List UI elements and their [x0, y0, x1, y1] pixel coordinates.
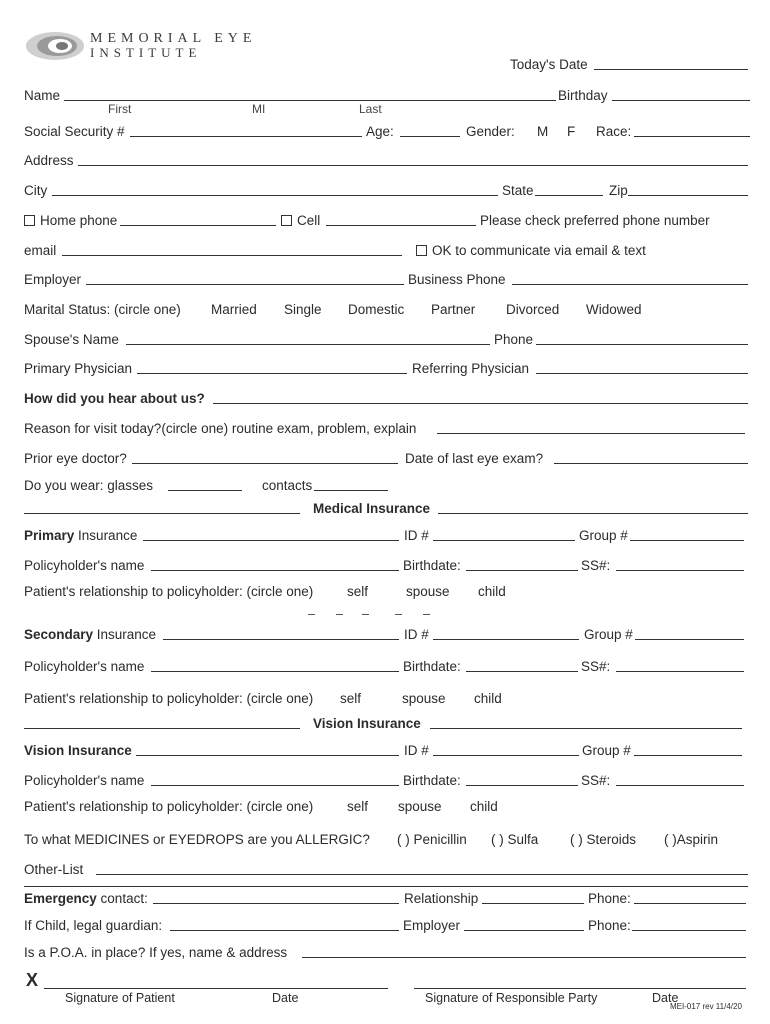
other-list-field-2[interactable]	[24, 886, 748, 887]
secondary-id-field[interactable]	[433, 639, 579, 640]
logo-line1: MEMORIAL EYE	[90, 31, 257, 46]
patient-signature-field[interactable]	[44, 988, 388, 989]
ss2-label: SS#:	[581, 659, 611, 674]
primary-id-label: ID #	[404, 528, 429, 543]
gender-m-option[interactable]: M	[537, 124, 549, 139]
age-field[interactable]	[400, 136, 460, 137]
race-label: Race:	[596, 124, 632, 139]
birthdate3-field[interactable]	[466, 785, 578, 786]
secondary-group-field[interactable]	[635, 639, 744, 640]
birthday-field[interactable]	[612, 100, 750, 101]
first-sublabel: First	[108, 102, 132, 116]
last-exam-field[interactable]	[554, 463, 748, 464]
marital-status-label: Marital Status: (circle one)	[24, 302, 181, 317]
relationship3-spouse[interactable]: spouse	[398, 799, 442, 814]
primary-insurance-field[interactable]	[143, 540, 399, 541]
birthdate1-label: Birthdate:	[403, 558, 461, 573]
secondary-insurance-rest: Insurance	[93, 627, 157, 642]
primary-bold: Primary	[24, 528, 75, 543]
separator-dash	[423, 614, 430, 615]
birthday-label: Birthday	[558, 88, 608, 103]
address-label: Address	[24, 153, 74, 168]
guardian-employer-label: Employer	[403, 918, 461, 933]
primary-physician-label: Primary Physician	[24, 361, 133, 376]
signature-x-mark: X	[26, 970, 39, 990]
guardian-field[interactable]	[170, 930, 399, 931]
separator-dash	[362, 614, 369, 615]
separator-dash	[395, 614, 402, 615]
mi-sublabel: MI	[252, 102, 266, 116]
last-sublabel: Last	[359, 102, 382, 116]
cell-field[interactable]	[326, 225, 476, 226]
primary-insurance-rest: Insurance	[74, 528, 138, 543]
vision-insurance-field[interactable]	[136, 755, 399, 756]
spouse-phone-label: Phone	[494, 332, 534, 347]
vision-id-label: ID #	[404, 743, 429, 758]
email-label: email	[24, 243, 57, 258]
contacts-field[interactable]	[314, 490, 388, 491]
marital-option-partner[interactable]: Partner	[431, 302, 476, 317]
age-label: Age:	[366, 124, 394, 139]
patient-signature-label: Signature of Patient	[65, 991, 175, 1005]
primary-group-label: Group #	[579, 528, 628, 543]
policyholder2-field[interactable]	[151, 671, 399, 672]
name-label: Name	[24, 88, 61, 103]
address-field[interactable]	[78, 165, 748, 166]
relationship3-self[interactable]: self	[347, 799, 369, 814]
relationship2-label: Patient's relationship to policyholder: (circle one)	[24, 691, 314, 706]
race-field[interactable]	[634, 136, 750, 137]
policyholder3-label: Policyholder's name	[24, 773, 145, 788]
ok-email-label: OK to communicate via email & text	[432, 243, 646, 258]
emergency-relationship-field[interactable]	[482, 903, 584, 904]
medical-insurance-header: Medical Insurance	[313, 501, 431, 516]
city-field[interactable]	[52, 195, 498, 196]
preferred-phone-note: Please check preferred phone number	[480, 213, 710, 228]
marital-option-married[interactable]: Married	[211, 302, 257, 317]
allergy-label: To what MEDICINES or EYEDROPS are you ALLERGIC?	[24, 832, 370, 847]
relationship2-spouse[interactable]: spouse	[402, 691, 446, 706]
vision-header-rule-left	[24, 728, 300, 729]
prior-doctor-label: Prior eye doctor?	[24, 451, 127, 466]
ss3-label: SS#:	[581, 773, 611, 788]
emergency-phone-field[interactable]	[634, 903, 746, 904]
responsible-signature-field[interactable]	[414, 988, 746, 989]
relationship3-label: Patient's relationship to policyholder: (circle one)	[24, 799, 314, 814]
secondary-insurance-field[interactable]	[163, 639, 399, 640]
contacts-label: contacts	[262, 478, 313, 493]
spouse-phone-field[interactable]	[536, 344, 748, 345]
ss2-field[interactable]	[616, 671, 744, 672]
zip-label: Zip	[609, 183, 628, 198]
emergency-relationship-label: Relationship	[404, 891, 479, 906]
policyholder1-field[interactable]	[151, 570, 399, 571]
primary-insurance-label	[24, 528, 137, 544]
eye-logo-icon	[24, 28, 86, 64]
marital-option-domestic[interactable]: Domestic	[348, 302, 405, 317]
relationship2-child[interactable]: child	[474, 691, 502, 706]
gender-f-option[interactable]: F	[567, 124, 576, 139]
emergency-bold: Emergency	[24, 891, 97, 906]
home-phone-option[interactable]	[24, 213, 117, 229]
poa-label: Is a P.O.A. in place? If yes, name & address	[24, 945, 288, 960]
vision-group-field[interactable]	[634, 755, 742, 756]
marital-option-divorced[interactable]: Divorced	[506, 302, 560, 317]
spouse-name-field[interactable]	[126, 344, 490, 345]
secondary-bold: Secondary	[24, 627, 94, 642]
vision-id-field[interactable]	[433, 755, 579, 756]
birthdate2-field[interactable]	[466, 671, 578, 672]
birthdate1-field[interactable]	[466, 570, 578, 571]
other-list-label: Other-List	[24, 862, 84, 877]
policyholder2-label: Policyholder's name	[24, 659, 145, 674]
medical-header-rule-left	[24, 513, 300, 514]
relationship2-self[interactable]: self	[340, 691, 362, 706]
emergency-contact-label	[24, 891, 148, 907]
spouse-name-label: Spouse's Name	[24, 332, 119, 347]
logo-line2: INSTITUTE	[90, 45, 202, 60]
cell-label: Cell	[297, 213, 321, 228]
relationship1-child[interactable]: child	[478, 584, 506, 599]
email-field[interactable]	[62, 255, 402, 256]
glasses-field[interactable]	[168, 490, 242, 491]
prior-doctor-field[interactable]	[132, 463, 398, 464]
responsible-date-label: Date	[652, 991, 679, 1005]
separator-dash	[336, 614, 343, 615]
ok-email-option[interactable]	[416, 243, 646, 259]
allergy-steroids-option[interactable]: ( ) Steroids	[570, 832, 637, 847]
secondary-group-label: Group #	[584, 627, 633, 642]
ss-field[interactable]	[130, 136, 362, 137]
referring-physician-field[interactable]	[536, 373, 748, 374]
hear-about-label: How did you hear about us?	[24, 391, 205, 406]
ss1-label: SS#:	[581, 558, 611, 573]
birthdate2-label: Birthdate:	[403, 659, 461, 674]
relationship1-label: Patient's relationship to policyholder: (circle one)	[24, 584, 314, 599]
allergy-aspirin-option[interactable]: ( )Aspirin	[664, 832, 719, 847]
primary-group-field[interactable]	[630, 540, 744, 541]
birthdate3-label: Birthdate:	[403, 773, 461, 788]
employer-label: Employer	[24, 272, 82, 287]
cell-option[interactable]	[281, 213, 320, 229]
responsible-signature-label: Signature of Responsible Party	[425, 991, 598, 1005]
referring-physician-label: Referring Physician	[412, 361, 530, 376]
guardian-employer-field[interactable]	[464, 930, 584, 931]
zip-field[interactable]	[628, 195, 748, 196]
relationship1-self[interactable]: self	[347, 584, 369, 599]
guardian-label: If Child, legal guardian:	[24, 918, 163, 933]
patient-date-label: Date	[272, 991, 299, 1005]
todays-date-label: Today's Date	[510, 57, 588, 72]
marital-option-widowed[interactable]: Widowed	[586, 302, 642, 317]
guardian-phone-field[interactable]	[632, 930, 746, 931]
primary-id-field[interactable]	[433, 540, 575, 541]
hear-about-field[interactable]	[213, 403, 748, 404]
vision-insurance-header: Vision Insurance	[313, 716, 421, 731]
other-list-field[interactable]	[96, 874, 748, 875]
vision-group-label: Group #	[582, 743, 631, 758]
ss3-field[interactable]	[616, 785, 744, 786]
secondary-insurance-label	[24, 627, 156, 643]
reason-label: Reason for visit today?(circle one) routine exam, problem, explain	[24, 421, 417, 436]
home-phone-checkbox[interactable]	[24, 215, 35, 226]
policyholder3-field[interactable]	[151, 785, 399, 786]
guardian-phone-label: Phone:	[588, 918, 631, 933]
emergency-contact-field[interactable]	[153, 903, 399, 904]
relationship3-child[interactable]: child	[470, 799, 498, 814]
todays-date-field[interactable]	[594, 69, 748, 70]
primary-physician-field[interactable]	[137, 373, 407, 374]
poa-field[interactable]	[302, 957, 746, 958]
cell-checkbox[interactable]	[281, 215, 292, 226]
home-phone-field[interactable]	[120, 225, 276, 226]
business-phone-label: Business Phone	[408, 272, 506, 287]
reason-field[interactable]	[437, 433, 745, 434]
relationship1-spouse[interactable]: spouse	[406, 584, 450, 599]
ss1-field[interactable]	[616, 570, 744, 571]
separator-dash	[308, 614, 315, 615]
allergy-penicillin-option[interactable]: ( ) Penicillin	[397, 832, 467, 847]
home-phone-label: Home phone	[40, 213, 118, 228]
wear-label: Do you wear: glasses	[24, 478, 154, 493]
ok-email-checkbox[interactable]	[416, 245, 427, 256]
form-revision-footer: MEI-017 rev 11/4/20	[670, 1002, 742, 1011]
ss-label: Social Security #	[24, 124, 125, 139]
policyholder1-label: Policyholder's name	[24, 558, 145, 573]
secondary-id-label: ID #	[404, 627, 429, 642]
vision-insurance-label: Vision Insurance	[24, 743, 132, 758]
allergy-sulfa-option[interactable]: ( ) Sulfa	[491, 832, 539, 847]
state-field[interactable]	[535, 195, 603, 196]
business-phone-field[interactable]	[512, 284, 748, 285]
employer-field[interactable]	[86, 284, 404, 285]
last-exam-label: Date of last eye exam?	[405, 451, 544, 466]
emergency-phone-label: Phone:	[588, 891, 631, 906]
gender-label: Gender:	[466, 124, 515, 139]
vision-header-rule-right	[430, 728, 742, 729]
state-label: State	[502, 183, 534, 198]
emergency-contact-rest: contact:	[96, 891, 148, 906]
medical-header-rule-right	[438, 513, 748, 514]
name-field[interactable]	[64, 100, 556, 101]
city-label: City	[24, 183, 48, 198]
marital-option-single[interactable]: Single	[284, 302, 322, 317]
